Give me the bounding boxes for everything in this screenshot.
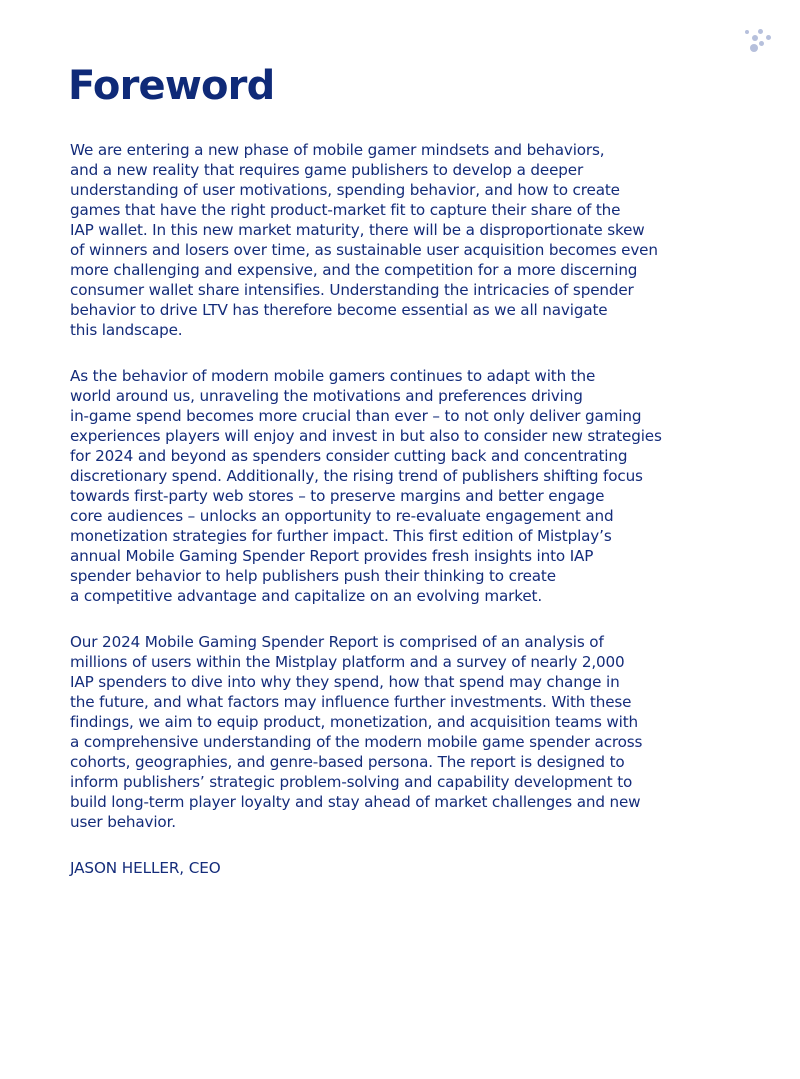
foreword-body (70, 140, 730, 878)
text-line: cohorts, geographies, and genre-based persona. The report is designed to (70, 753, 625, 771)
text-line: the future, and what factors may influence further investments. With these (70, 693, 632, 711)
text-line: consumer wallet share intensifies. Understanding the intricacies of spender (70, 281, 634, 299)
text-line: a comprehensive understanding of the modern mobile game spender across (70, 733, 643, 751)
text-line: inform publishers’ strategic problem-solving and capability development to (70, 773, 633, 791)
logo-dot (750, 44, 758, 52)
text-line: We are entering a new phase of mobile gamer mindsets and behaviors, (70, 141, 605, 159)
text-line: annual Mobile Gaming Spender Report provides fresh insights into IAP (70, 547, 594, 565)
logo-dot (758, 29, 763, 34)
text-line: games that have the right product-market fit to capture their share of the (70, 201, 621, 219)
text-line: As the behavior of modern mobile gamers continues to adapt with the (70, 367, 596, 385)
text-line: build long-term player loyalty and stay ahead of market challenges and new (70, 793, 641, 811)
author-signature: JASON HELLER, CEO (70, 859, 221, 877)
text-line: millions of users within the Mistplay platform and a survey of nearly 2,000 (70, 653, 625, 671)
logo-dot (745, 30, 749, 34)
text-line: experiences players will enjoy and invest in but also to consider new strategies (70, 427, 662, 445)
text-line: understanding of user motivations, spending behavior, and how to create (70, 181, 620, 199)
paragraph-1 (70, 140, 730, 340)
mistplay-dots-logo-icon (742, 27, 774, 55)
text-line: this landscape. (70, 321, 183, 339)
paragraph-2 (70, 366, 730, 606)
text-line: discretionary spend. Additionally, the rising trend of publishers shifting focus (70, 467, 643, 485)
paragraph-3 (70, 632, 730, 832)
page-title: Foreword (68, 63, 275, 109)
text-line: user behavior. (70, 813, 176, 831)
text-line: in-game spend becomes more crucial than ever – to not only deliver gaming (70, 407, 642, 425)
text-line: spender behavior to help publishers push their thinking to create (70, 567, 556, 585)
text-line: IAP wallet. In this new market maturity, there will be a disproportionate skew (70, 221, 645, 239)
logo-dot (759, 41, 764, 46)
text-line: monetization strategies for further impact. This first edition of Mistplay’s (70, 527, 612, 545)
text-line: core audiences – unlocks an opportunity to re-evaluate engagement and (70, 507, 614, 525)
logo-dot (752, 35, 758, 41)
text-line: towards first-party web stores – to preserve margins and better engage (70, 487, 605, 505)
text-line: a competitive advantage and capitalize on an evolving market. (70, 587, 542, 605)
logo-dot (766, 35, 771, 40)
text-line: behavior to drive LTV has therefore become essential as we all navigate (70, 301, 608, 319)
text-line: findings, we aim to equip product, monetization, and acquisition teams with (70, 713, 639, 731)
text-line: world around us, unraveling the motivations and preferences driving (70, 387, 583, 405)
text-line: IAP spenders to dive into why they spend, how that spend may change in (70, 673, 620, 691)
text-line: for 2024 and beyond as spenders consider cutting back and concentrating (70, 447, 628, 465)
text-line: Our 2024 Mobile Gaming Spender Report is comprised of an analysis of (70, 633, 604, 651)
text-line: of winners and losers over time, as sustainable user acquisition becomes even (70, 241, 658, 259)
text-line: and a new reality that requires game publishers to develop a deeper (70, 161, 584, 179)
text-line: more challenging and expensive, and the competition for a more discerning (70, 261, 638, 279)
